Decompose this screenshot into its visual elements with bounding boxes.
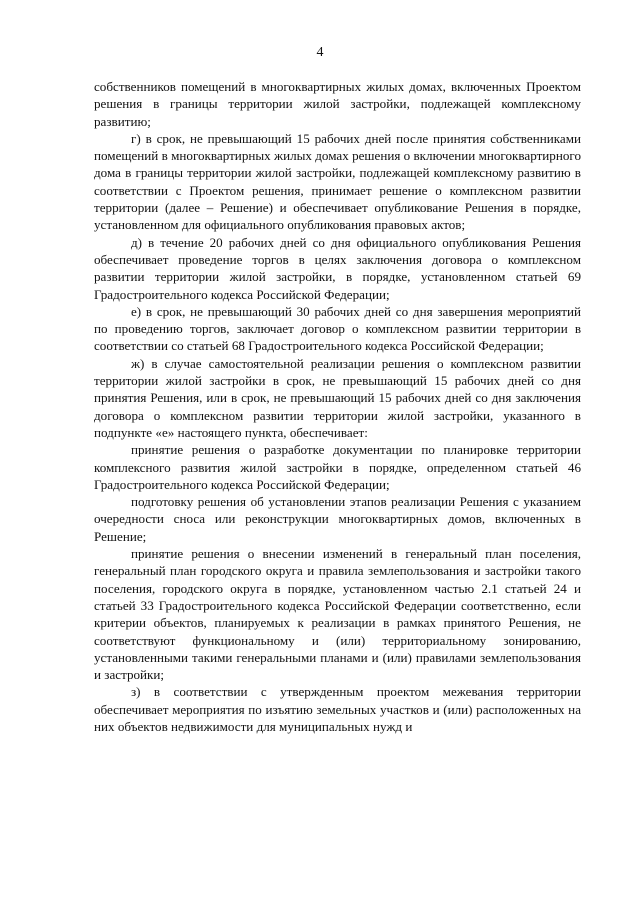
paragraph-zh-item-1: принятие решения о разработке документации по планировке территории комплексного развития жилой застройки в порядке, определенном статьей 46 Градостроительного кодекса Российской Федерации; xyxy=(94,442,581,492)
paragraph-zh: ж) в случае самостоятельной реализации решения о комплексном развитии территории жилой застройки в срок, не превышающий 15 рабочих дней со дня принятия Решения, или в срок, не превышающий 15 рабочих дней со дня заключения договора о комплексном развитии территории жилой застройки, указанного в подпункте «е» настоящего пункта, обеспечивает: xyxy=(94,355,581,440)
paragraph-zh-item-2: подготовку решения об установлении этапов реализации Решения с указанием очередности сноса или реконструкции многоквартирных домов, включенных в Решение; xyxy=(94,494,581,544)
paragraph-continuation: собственников помещений в многоквартирных жилых домах, включенных Проектом решения в границы территории жилой застройки, подлежащей комплексному развитию; xyxy=(94,79,581,129)
document-body xyxy=(94,78,581,735)
paragraph-zh-item-3: принятие решения о внесении изменений в генеральный план поселения, генеральный план городского округа и правила землепользования и застройки такого поселения, городского округа в порядке, установленном частью 2.1 статьей 24 и статьей 33 Градостроительного кодекса Российской Федерации соответственно, если критерии объектов, планируемых к реализации в рамках принятого Решения, не соответствуют функциональному и (или) территориальному зонированию, установленными такими генеральными планами и (или) правилами землепользования и застройки; xyxy=(94,546,581,683)
paragraph-g: г) в срок, не превышающий 15 рабочих дней после принятия собственниками помещений в многоквартирных жилых домах решения о включении многоквартирного дома в границы территории жилой застройки, подлежащей комплексному развитию в соответствии с Проектом решения, принимает решение о комплексном развитии территории (далее – Решение) и обеспечивает опубликование Решения в порядке, установленном для официального опубликования правовых актов; xyxy=(94,130,581,233)
paragraph-d: д) в течение 20 рабочих дней со дня официального опубликования Решения обеспечивает проведение торгов в целях заключения договора о комплексном развитии территории жилой застройки, в порядке, установленном статьей 69 Градостроительного кодекса Российской Федерации; xyxy=(94,234,581,302)
paragraph-z: з) в соответствии с утвержденным проектом межевания территории обеспечивает мероприятия по изъятию земельных участков и (или) расположенных на них объектов недвижимости для муниципальных нужд и xyxy=(94,684,581,734)
page-number: 4 xyxy=(316,45,324,60)
paragraph-e: е) в срок, не превышающий 30 рабочих дней со дня завершения мероприятий по проведению торгов, заключает договор о комплексном развитии территории в соответствии со статьей 68 Градостроительного кодекса Российской Федерации; xyxy=(94,303,581,354)
